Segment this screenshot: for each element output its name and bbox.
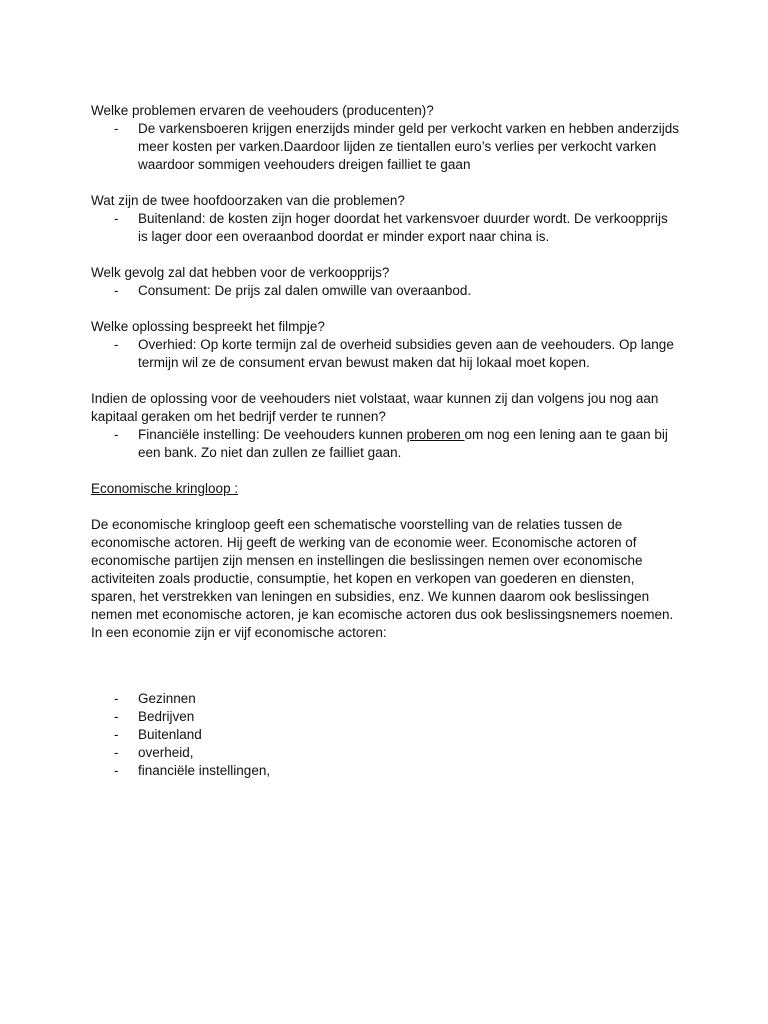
answer-text-before: Financiële instelling: De veehouders kunnen xyxy=(138,427,407,442)
actors-list xyxy=(91,690,681,780)
answer-text-after: om nog een lening aan te gaan bij een bank. Zo niet dan zullen ze failliet gaan. xyxy=(138,427,668,460)
answer-item xyxy=(91,120,681,174)
dash-bullet: - xyxy=(114,211,119,226)
question: Welk gevolg zal dat hebben voor de verkoopprijs? xyxy=(91,265,390,280)
list-item xyxy=(91,762,681,780)
dash-bullet: - xyxy=(114,121,119,136)
answer-item xyxy=(91,210,681,246)
qa-section xyxy=(91,318,681,372)
answer-text: Consument: De prijs zal dalen omwille van overaanbod. xyxy=(138,283,472,298)
list-item-text: Buitenland xyxy=(138,727,202,742)
qa-section xyxy=(91,192,681,246)
qa-section xyxy=(91,264,681,300)
answer-text xyxy=(138,427,668,460)
dash-bullet: - xyxy=(114,763,119,778)
dash-bullet: - xyxy=(114,727,119,742)
answer-text: Overhied: Op korte termijn zal de overheid subsidies geven aan de veehouders. Op lange termijn wil ze de consument ervan bewust maken dat hij lokaal moet kopen. xyxy=(138,337,674,370)
qa-section xyxy=(91,390,681,462)
list-item-text: overheid, xyxy=(138,745,194,760)
question: Wat zijn de twee hoofdoorzaken van die problemen? xyxy=(91,193,405,208)
document-page xyxy=(91,102,681,780)
section-heading: Economische kringloop : xyxy=(91,481,239,496)
dash-bullet: - xyxy=(114,283,119,298)
list-item xyxy=(91,726,681,744)
answer-item xyxy=(91,336,681,372)
qa-section xyxy=(91,102,681,174)
body-paragraph: De economische kringloop geeft een schematische voorstelling van de relaties tussen de economische actoren. Hij geeft de werking van de economie weer. Economische actoren of economische partijen zijn mensen en instellingen die beslissingen nemen over economische activiteiten zoals productie, consumptie, het kopen en verkopen van goederen en diensten, sparen, het verstrekken van leningen en subsidies, enz. We kunnen daarom ook beslissingen nemen met economische actoren, je kan ecomische actoren dus ook beslissingsnemers noemen. In een economie zijn er vijf economische actoren: xyxy=(91,517,674,640)
answer-text: De varkensboeren krijgen enerzijds minder geld per verkocht varken en hebben anderzijds meer kosten per varken.Daardoor lijden ze tientallen euro’s verlies per verkocht varken waardoor sommigen veehouders dreigen failliet te gaan xyxy=(138,121,680,172)
list-item-text: Bedrijven xyxy=(138,709,195,724)
answer-text: Buitenland: de kosten zijn hoger doordat het varkensvoer duurder wordt. De verkoopprijs is lager door een overaanbod doordat er minder export naar china is. xyxy=(138,211,668,244)
dash-bullet: - xyxy=(114,709,119,724)
answer-item xyxy=(91,282,681,300)
list-item xyxy=(91,708,681,726)
question: Welke problemen ervaren de veehouders (producenten)? xyxy=(91,103,434,118)
dash-bullet: - xyxy=(114,745,119,760)
list-item-text: Gezinnen xyxy=(138,691,196,706)
dash-bullet: - xyxy=(114,337,119,352)
dash-bullet: - xyxy=(114,691,119,706)
list-item-text: financiële instellingen, xyxy=(138,763,271,778)
list-item xyxy=(91,744,681,762)
underlined-word: proberen xyxy=(406,427,465,442)
list-item xyxy=(91,690,681,708)
question: Welke oplossing bespreekt het filmpje? xyxy=(91,319,325,334)
answer-item xyxy=(91,426,681,462)
section-heading-block xyxy=(91,480,681,498)
dash-bullet: - xyxy=(114,427,119,442)
question: Indien de oplossing voor de veehouders niet volstaat, waar kunnen zij dan volgens jou nog aan kapitaal geraken om het bedrijf verder te runnen? xyxy=(91,391,659,424)
